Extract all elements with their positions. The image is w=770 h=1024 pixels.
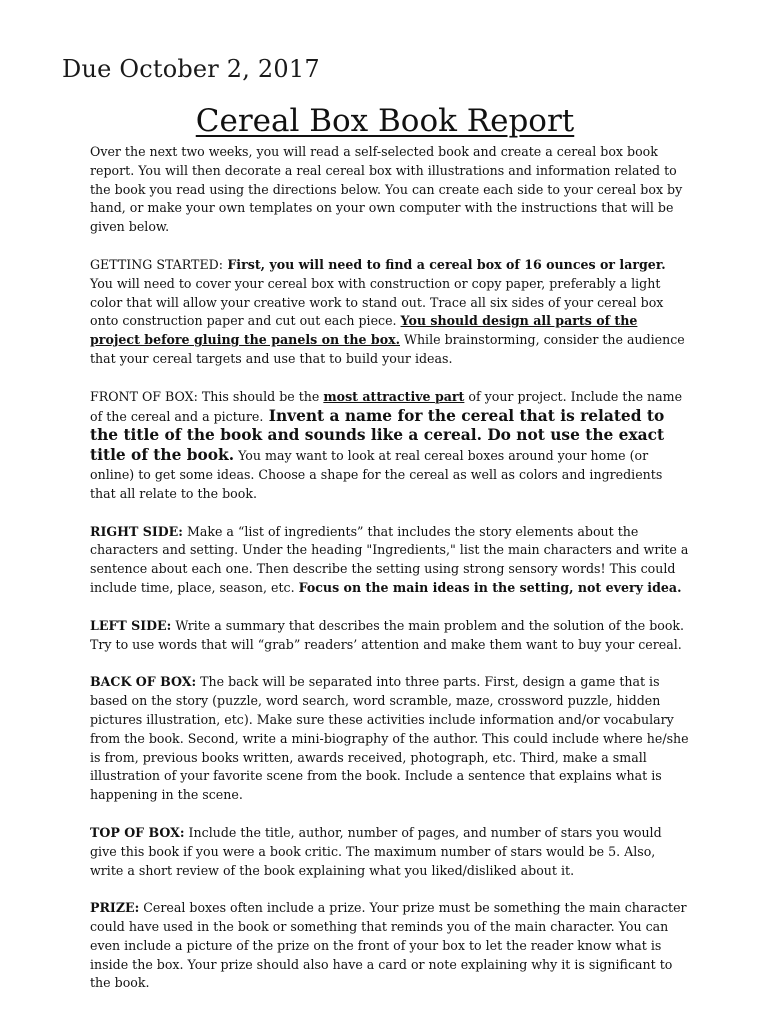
front-of-box-heading: FRONT OF BOX: (90, 388, 198, 404)
due-date: Due October 2, 2017 (62, 55, 320, 83)
top-of-box-section (90, 824, 690, 880)
front-of-box-name-instruction: Invent a name for the cereal that is related to the title of the book and sounds like a cereal. Do not use the exact title of the book. (90, 406, 665, 465)
front-of-box-tail: You may want to look at real cereal boxes around your home (or online) to get some ideas. Choose a shape for the cereal as well as colors and ingredients that all relate to the book. (90, 448, 663, 501)
front-of-box-emphasis: most attractive part (323, 388, 465, 404)
getting-started-emphasis: You should design all parts of the project before gluing the panels on the box. (90, 313, 638, 348)
left-side-heading: LEFT SIDE: (90, 617, 172, 633)
right-side-section (90, 523, 690, 598)
back-of-box-section (90, 673, 690, 805)
left-side-section (90, 617, 690, 655)
getting-started-section (90, 256, 690, 369)
getting-started-tail: While brainstorming, consider the audience that your cereal targets and use that to build your ideas. (90, 332, 685, 366)
prize-section (90, 899, 690, 993)
top-of-box-text: Include the title, author, number of pages, and number of stars you would give this book if you were a book critic. The maximum number of stars would be 5. Also, write a short review of the book explaining what you liked/disliked about it. (90, 824, 662, 878)
getting-started-lead: First, you will need to find a cereal box of 16 ounces or larger. (222, 256, 666, 272)
prize-text: Cereal boxes often include a prize. Your prize must be something the main character could have used in the book or something that reminds you of the main character. You can even include a picture of the prize on the front of your box to let the reader know what is inside the box. Your prize should also have a card or note explaining why it is significant to the book. (90, 900, 687, 991)
document-body (90, 143, 690, 1012)
front-of-box-section (90, 388, 690, 504)
page-title: Cereal Box Book Report (195, 103, 575, 139)
left-side-text: Write a summary that describes the main problem and the solution of the book. Try to use words that will “grab” readers’ attention and make them want to buy your cereal. (90, 617, 685, 652)
right-side-text: Make a “list of ingredients” that includes the story elements about the characters and setting. Under the heading "Ingredients," list the main characters and write a sentence about each one. Then describe the setting using strong sensory words! This could include time, place, season, etc. (90, 523, 689, 595)
getting-started-text: You will need to cover your cereal box with construction or copy paper, preferably a light color that will allow your creative work to stand out. Trace all six sides of your cereal box onto construction paper and cut out each piece. (90, 275, 664, 329)
back-of-box-text: The back will be separated into three parts. First, design a game that is based on the story (puzzle, word search, word scramble, maze, crossword puzzle, hidden pictures illustration, etc). Make sure these activities include information and/or vocabulary from the book. Second, write a mini-biography of the author. This could include where he/she is from, previous books written, awards received, photograph, etc. Third, make a small illustration of your favorite scene from the book. Include a sentence that explains what is happening in the scene. (90, 674, 689, 803)
top-of-box-heading: TOP OF BOX: (90, 824, 185, 840)
front-of-box-text-1: This should be the (197, 388, 324, 404)
right-side-heading: RIGHT SIDE: (90, 523, 183, 539)
getting-started-heading: GETTING STARTED: (90, 256, 223, 272)
front-of-box-text-2: of your project. Include the name of the cereal and a picture. (90, 388, 683, 424)
prize-heading: PRIZE: (90, 900, 140, 916)
right-side-emphasis: Focus on the main ideas in the setting, not every idea. (298, 579, 682, 595)
intro-paragraph: Over the next two weeks, you will read a self-selected book and create a cereal box book report. You will then decorate a real cereal box with illustrations and information related to the book you read using the directions below. You can create each side to your cereal box by hand, or make your own templates on your own computer with the instructions that will be given below. (90, 144, 683, 235)
back-of-box-heading: BACK OF BOX: (90, 674, 197, 690)
